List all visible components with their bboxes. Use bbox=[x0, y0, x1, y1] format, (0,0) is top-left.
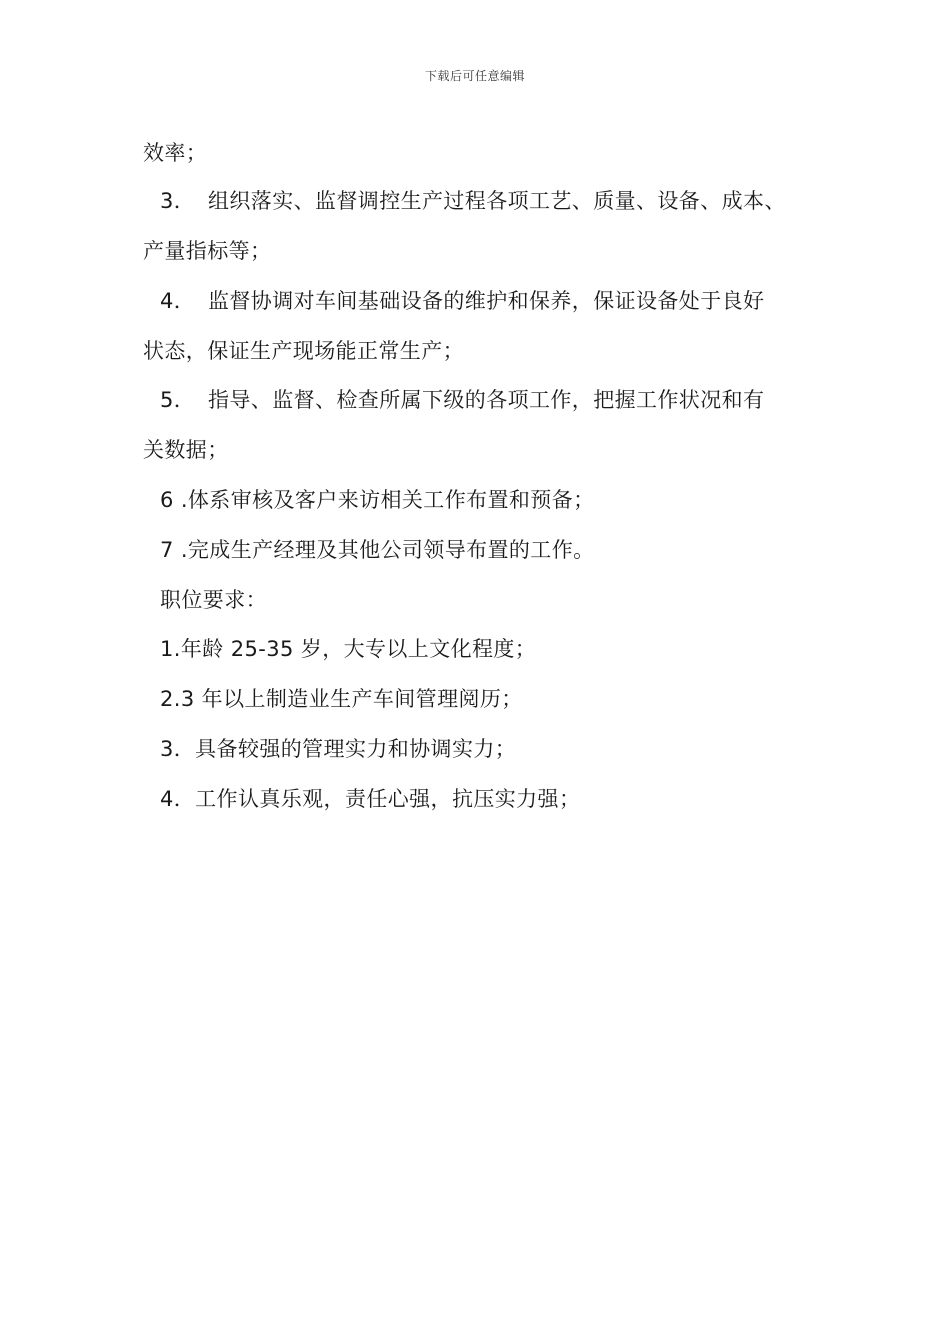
list-item-3 bbox=[160, 188, 786, 214]
list-item-4-continuation: 状态，保证生产现场能正常生产； bbox=[143, 339, 464, 363]
requirement-2: 2.3 年以上制造业生产车间管理阅历； bbox=[160, 687, 523, 711]
list-item-5-continuation: 关数据； bbox=[143, 438, 229, 462]
list-number: 5． bbox=[160, 388, 196, 412]
list-number: 3． bbox=[160, 189, 196, 213]
requirement-4: 4．工作认真乐观，责任心强，抗压实力强； bbox=[160, 787, 581, 811]
section-title-requirements: 职位要求： bbox=[160, 588, 267, 612]
list-number: 4． bbox=[160, 289, 196, 313]
list-text: 监督协调对车间基础设备的维护和保养，保证设备处于良好 bbox=[208, 289, 765, 313]
list-item-5 bbox=[160, 387, 764, 413]
requirement-3: 3．具备较强的管理实力和协调实力； bbox=[160, 737, 517, 761]
list-item-7: 7 .完成生产经理及其他公司领导布置的工作。 bbox=[160, 538, 595, 562]
list-item-3-continuation: 产量指标等； bbox=[143, 239, 272, 263]
header-note: 下载后可任意编辑 bbox=[424, 69, 525, 83]
list-text: 指导、监督、检查所属下级的各项工作，把握工作状况和有 bbox=[208, 388, 765, 412]
list-item-4 bbox=[160, 288, 764, 314]
text-line-efficiency: 效率； bbox=[143, 141, 208, 165]
list-item-6: 6 .体系审核及客户来访相关工作布置和预备； bbox=[160, 488, 595, 512]
requirement-1: 1.年龄 25-35 岁，大专以上文化程度； bbox=[160, 637, 537, 661]
list-text: 组织落实、监督调控生产过程各项工艺、质量、设备、成本、 bbox=[208, 189, 786, 213]
